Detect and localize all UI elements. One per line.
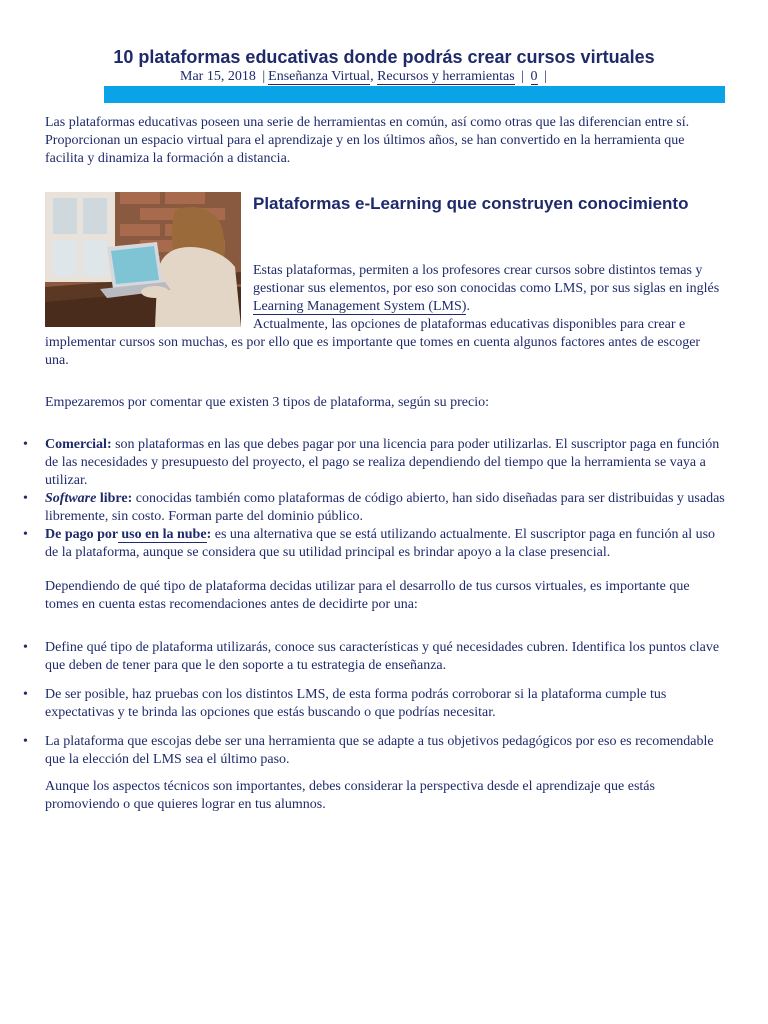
lms-link[interactable]: Learning Management System (LMS) bbox=[253, 299, 467, 314]
meta-separator: | bbox=[262, 69, 266, 84]
article-photo bbox=[45, 192, 241, 327]
list-item bbox=[45, 526, 725, 562]
options-paragraph: Actualmente, las opciones de plataformas educativas disponibles para crear e implementar cursos son muchas, es por ello que es importante que tomes en cuenta algunos factores antes de escoger una. bbox=[45, 317, 701, 368]
type-text: son plataformas en las que debes pagar por una licencia para poder utilizarlas. El suscriptor paga en función de las necesidades y presupuesto del proyecto, el pago se realiza dependiendo del tiempo que la herramienta se vaya a utilizar. bbox=[45, 437, 720, 488]
article-date: Mar 15, 2018 bbox=[180, 69, 256, 84]
type-label: Comercial: bbox=[45, 437, 112, 452]
list-item: • De ser posible, haz pruebas con los distintos LMS, de esta forma podrás corroborar si la plataforma cumple tus expectativas y te brinda las opciones que estás buscando o que podrías necesitar. bbox=[45, 686, 725, 722]
list-item: • Define qué tipo de plataforma utilizarás, conoce sus características y qué necesidades cubren. Identifica los puntos clave que deben de tener para que le den soporte a tu estrategia de enseñanza. bbox=[45, 639, 725, 675]
meta-separator: | bbox=[544, 69, 547, 84]
lms-paragraph-end: . bbox=[466, 299, 470, 314]
lms-paragraph bbox=[253, 262, 725, 316]
list-item bbox=[45, 490, 725, 526]
lms-paragraph-text: Estas plataformas, permiten a los profesores crear cursos sobre distintos temas y gestionar sus elementos, por eso son conocidas como LMS, por sus siglas en inglés bbox=[253, 263, 720, 296]
type-label-italic: Software bbox=[45, 491, 97, 506]
type-text: conocidas también como plataformas de código abierto, han sido diseñadas para ser distribuidas y usadas libremente, sin costo. Forman parte del dominio público. bbox=[45, 491, 725, 524]
article-meta bbox=[180, 68, 550, 86]
types-intro-paragraph: Empezaremos por comentar que existen 3 tipos de plataforma, según su precio: bbox=[45, 395, 489, 410]
cloud-link[interactable]: uso en la nube bbox=[117, 527, 207, 542]
meta-comma: , bbox=[370, 69, 374, 84]
type-label: libre: bbox=[96, 491, 133, 506]
intro-paragraph: Las plataformas educativas poseen una serie de herramientas en común, así como otras que las diferencian entre sí. Proporcionan un espacio virtual para el aprendizaje y en los últimos años, se han convertido en la herramienta que facilita y dinamiza la formación a distancia. bbox=[45, 115, 690, 166]
type-text: es una alternativa que se está utilizando actualmente. El suscriptor paga en función al uso de la plataforma, aunque se considera que su utilidad principal es brindar apoyo a la clase presencial. bbox=[45, 527, 716, 560]
category-link-ensenanza-virtual[interactable]: Enseñanza Virtual bbox=[268, 69, 371, 84]
list-item: • La plataforma que escojas debe ser una herramienta que se adapte a tus objetivos pedagógicos por eso es recomendable que la elección del LMS sea el último paso. bbox=[45, 733, 725, 769]
meta-separator: | bbox=[521, 69, 524, 84]
type-label: De pago por bbox=[45, 527, 118, 542]
woman-laptop-image bbox=[45, 192, 241, 327]
comments-count-link[interactable]: 0 bbox=[530, 69, 538, 84]
type-colon: : bbox=[206, 527, 212, 542]
section-heading: Plataformas e-Learning que construyen conocimiento bbox=[253, 194, 689, 213]
recommendations-intro: Dependiendo de qué tipo de plataforma decidas utilizar para el desarrollo de tus cursos virtuales, es importante que tomes en cuenta estas recomendaciones antes de decidirte por una: bbox=[45, 579, 690, 612]
closing-paragraph: Aunque los aspectos técnicos son importantes, debes considerar la perspectiva desde el aprendizaje que estás promoviendo o que quieres lograr en tus alumnos. bbox=[45, 779, 655, 812]
category-link-recursos[interactable]: Recursos y herramientas bbox=[377, 69, 515, 84]
accent-bar bbox=[104, 86, 725, 103]
list-item bbox=[45, 436, 725, 490]
article-title: 10 plataformas educativas donde podrás crear cursos virtuales bbox=[113, 47, 655, 67]
